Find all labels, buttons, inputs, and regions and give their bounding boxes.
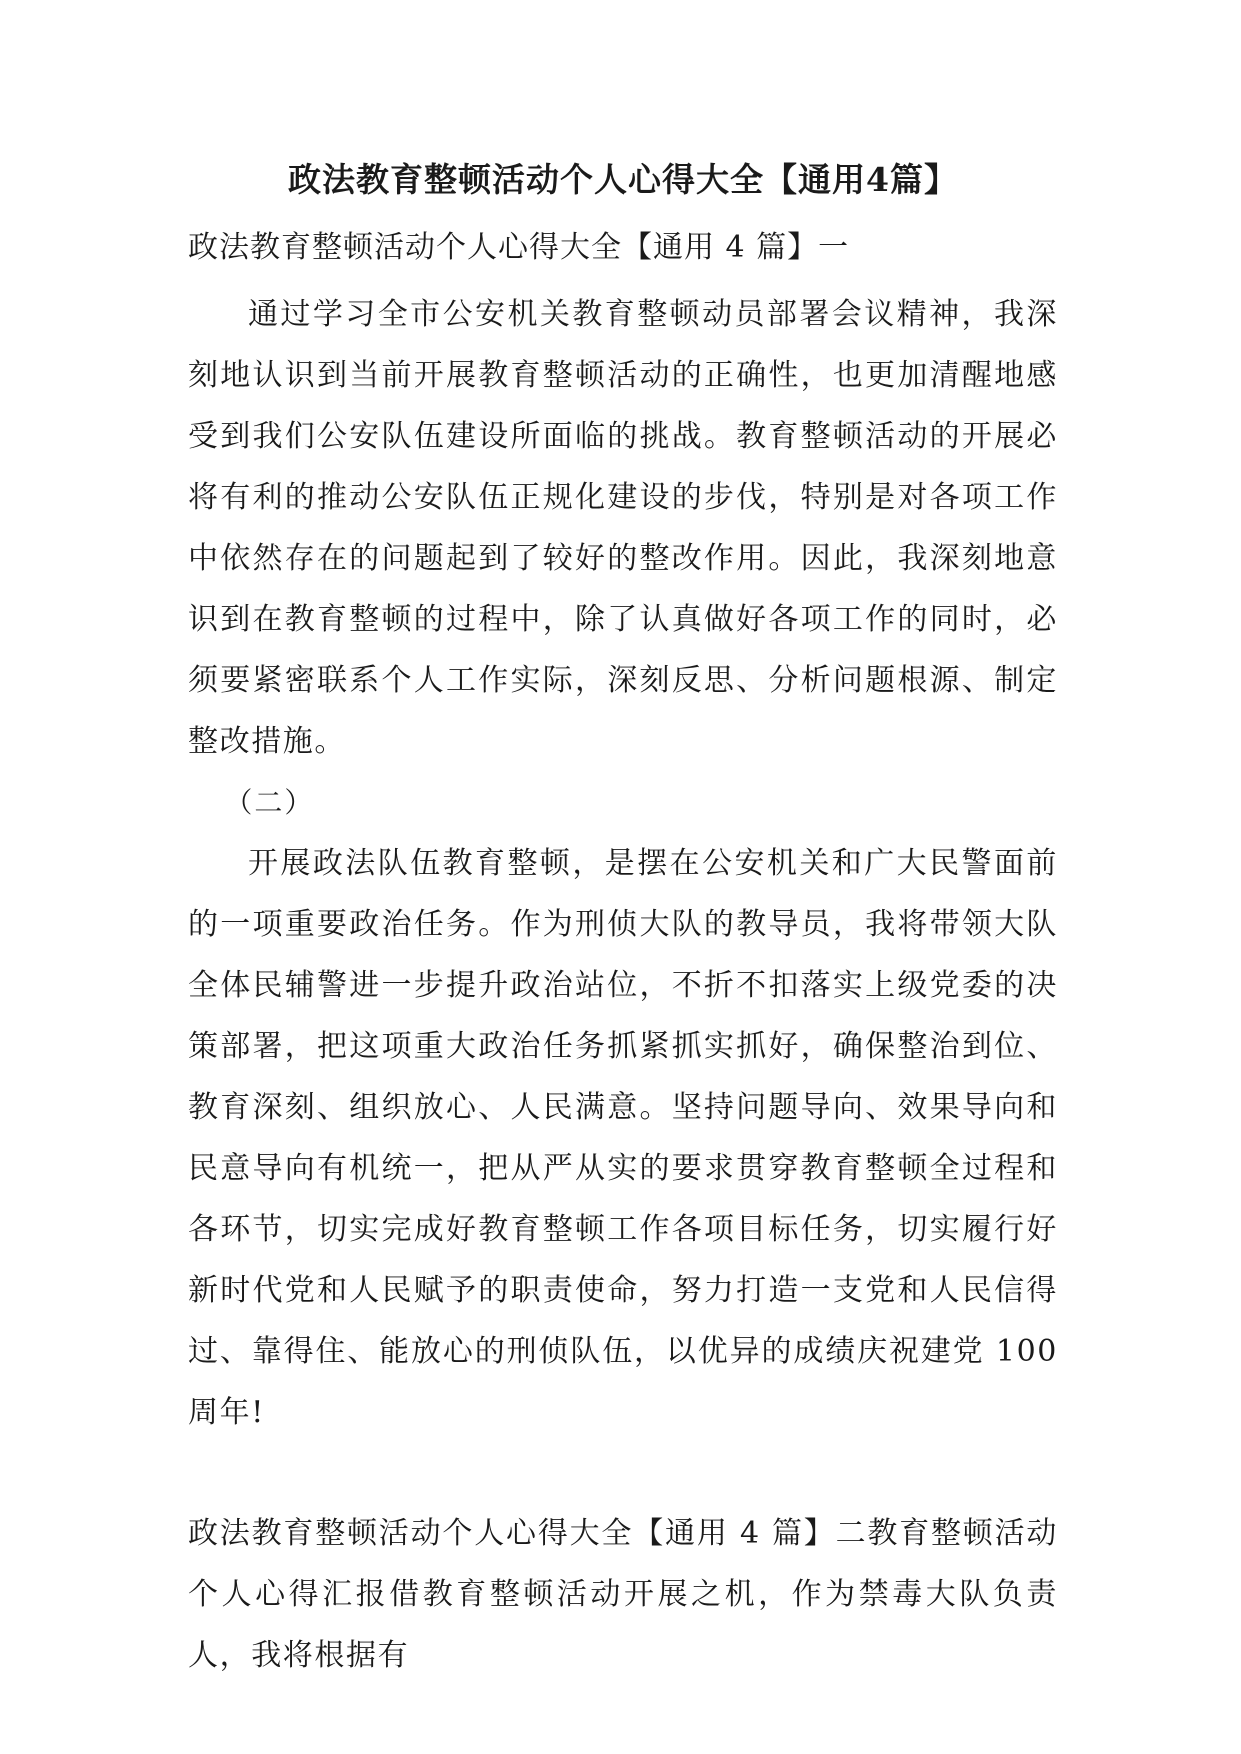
section-heading-1: 政法教育整顿活动个人心得大全【通用 4 篇】一 (188, 230, 850, 265)
sub-heading-2: （二） (224, 786, 315, 819)
section-spacer (188, 1443, 1058, 1503)
document-title: 政法教育整顿活动个人心得大全【通用4篇】 (288, 160, 958, 199)
paragraph-3: 政法教育整顿活动个人心得大全【通用 4 篇】二教育整顿活动个人心得汇报借教育整顿活动开展之机，作为禁毒大队负责人，我将根据有 (188, 1516, 1058, 1673)
paragraph-1: 通过学习全市公安机关教育整顿动员部署会议精神，我深刻地认识到当前开展教育整顿活动的正确性，也更加清醒地感受到我们公安队伍建设所面临的挑战。教育整顿活动的开展必将有利的推动公安队伍正规化建设的步伐，特别是对各项工作中依然存在的问题起到了较好的整改作用。因此，我深刻地意识到在教育整顿的过程中，除了认真做好各项工作的同时，必须要紧密联系个人工作实际，深刻反思、分析问题根源、制定整改措施。 (188, 297, 1058, 759)
document-body (188, 152, 1058, 1686)
paragraph-2: 开展政法队伍教育整顿，是摆在公安机关和广大民警面前的一项重要政治任务。作为刑侦大队的教导员，我将带领大队全体民辅警进一步提升政治站位，不折不扣落实上级党委的决策部署，把这项重大政治任务抓紧抓实抓好，确保整治到位、教育深刻、组织放心、人民满意。坚持问题导向、效果导向和民意导向有机统一，把从严从实的要求贯穿教育整顿全过程和各环节，切实完成好教育整顿工作各项目标任务，切实履行好新时代党和人民赋予的职责使命，努力打造一支党和人民信得过、靠得住、能放心的刑侦队伍，以优异的成绩庆祝建党 100 周年! (188, 846, 1058, 1430)
